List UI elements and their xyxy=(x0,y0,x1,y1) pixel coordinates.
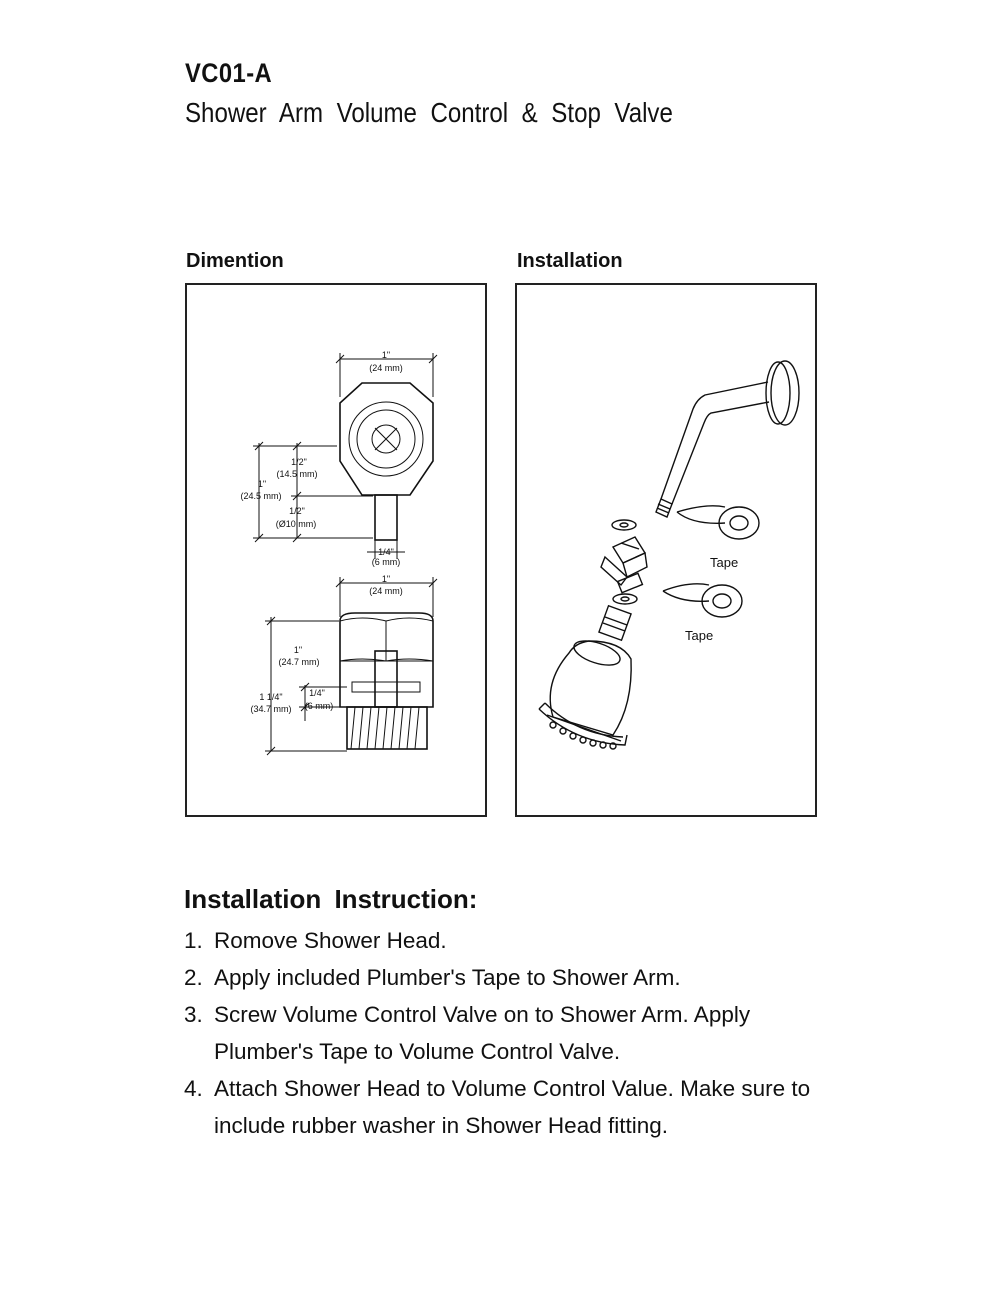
dim-one-mm: (24.5 mm) xyxy=(240,491,282,501)
dim-one: 1" xyxy=(257,479,267,489)
product-title: Shower Arm Volume Control & Stop Valve xyxy=(185,97,673,128)
instruction-step xyxy=(184,922,844,959)
dim-half-a-mm: (14.5 mm) xyxy=(276,469,318,479)
tape-label-lower: Tape xyxy=(685,628,714,643)
dimension-diagram xyxy=(187,285,489,819)
step-number: 4. xyxy=(184,1076,203,1101)
dim-quarter-b-mm: (6 mm) xyxy=(304,701,334,711)
installation-panel-label: Installation xyxy=(517,250,623,272)
dimension-diagram-panel xyxy=(185,283,487,817)
step-number: 2. xyxy=(184,965,203,990)
model-number: VC01-A xyxy=(185,58,273,88)
dim-half-a: 1/2" xyxy=(291,457,307,467)
instruction-step xyxy=(184,1070,844,1144)
dim-quarter-mm: (6 mm) xyxy=(371,557,401,567)
step-text: Romove Shower Head. xyxy=(214,928,447,953)
step-number: 3. xyxy=(184,1002,203,1027)
dim-top-width-mm: (24 mm) xyxy=(369,363,403,373)
tape-label-upper: Tape xyxy=(710,555,739,570)
step-number: 1. xyxy=(184,928,203,953)
dim-half-b: 1/2" xyxy=(289,506,305,516)
dim-height-one: 1" xyxy=(293,645,303,655)
dim-bottom-width-mm: (24 mm) xyxy=(369,586,403,596)
dim-height-one-mm: (24.7 mm) xyxy=(278,657,320,667)
step-text: Attach Shower Head to Volume Control Value. Make sure to include rubber washer in Shower Head fitting. xyxy=(214,1076,811,1138)
dim-quarter: 1/4" xyxy=(378,547,394,557)
instruction-step xyxy=(184,996,844,1070)
instruction-steps xyxy=(184,922,844,1144)
dim-top-width: 1" xyxy=(381,350,391,360)
dim-quarter-b: 1/4" xyxy=(309,688,325,698)
installation-diagram-panel xyxy=(515,283,817,817)
step-text: Screw Volume Control Valve on to Shower Arm. Apply Plumber's Tape to Volume Control Valve. xyxy=(214,1002,751,1064)
dim-half-b-mm: (Ø10 mm) xyxy=(275,519,317,529)
instruction-step xyxy=(184,959,844,996)
dim-height-total: 1 1/4" xyxy=(259,692,283,702)
dim-bottom-width: 1" xyxy=(381,574,391,584)
step-text: Apply included Plumber's Tape to Shower Arm. xyxy=(214,965,681,990)
installation-diagram xyxy=(517,285,819,819)
instructions-heading: Installation Instruction: xyxy=(184,884,478,914)
dimension-panel-label: Dimention xyxy=(186,250,284,272)
dim-height-total-mm: (34.7 mm) xyxy=(250,704,292,714)
